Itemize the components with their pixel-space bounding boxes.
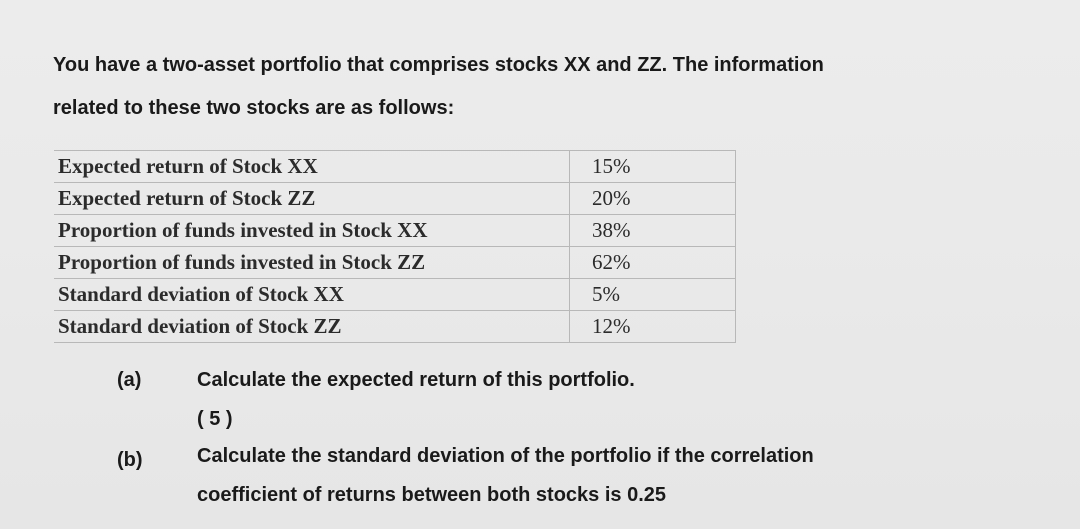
row-label: Proportion of funds invested in Stock ZZ [54, 247, 570, 279]
table-row [54, 151, 736, 183]
intro-line-1: You have a two-asset portfolio that comprises stocks XX and ZZ. The information [53, 54, 824, 76]
row-value: 15% [570, 151, 736, 183]
row-label: Expected return of Stock ZZ [54, 183, 570, 215]
question-b-text-line-1: Calculate the standard deviation of the portfolio if the correlation [197, 445, 814, 467]
question-b-text-line-2: coefficient of returns between both stocks is 0.25 [197, 484, 667, 506]
row-label: Standard deviation of Stock ZZ [54, 311, 570, 343]
question-a-text: Calculate the expected return of this portfolio. [197, 369, 635, 391]
question-a-letter: (a) [117, 369, 142, 391]
row-label: Expected return of Stock XX [54, 151, 570, 183]
row-value: 20% [570, 183, 736, 215]
table-row [54, 247, 736, 279]
table-row [54, 215, 736, 247]
row-label: Proportion of funds invested in Stock XX [54, 215, 570, 247]
row-label: Standard deviation of Stock XX [54, 279, 570, 311]
table-row [54, 311, 736, 343]
table-row [54, 279, 736, 311]
stock-info-table [54, 150, 736, 343]
row-value: 38% [570, 215, 736, 247]
intro-line-2: related to these two stocks are as follows: [53, 97, 455, 119]
question-a-marks: ( 5 ) [197, 408, 233, 430]
question-b-letter: (b) [117, 449, 143, 471]
row-value: 5% [570, 279, 736, 311]
row-value: 62% [570, 247, 736, 279]
table-row [54, 183, 736, 215]
row-value: 12% [570, 311, 736, 343]
